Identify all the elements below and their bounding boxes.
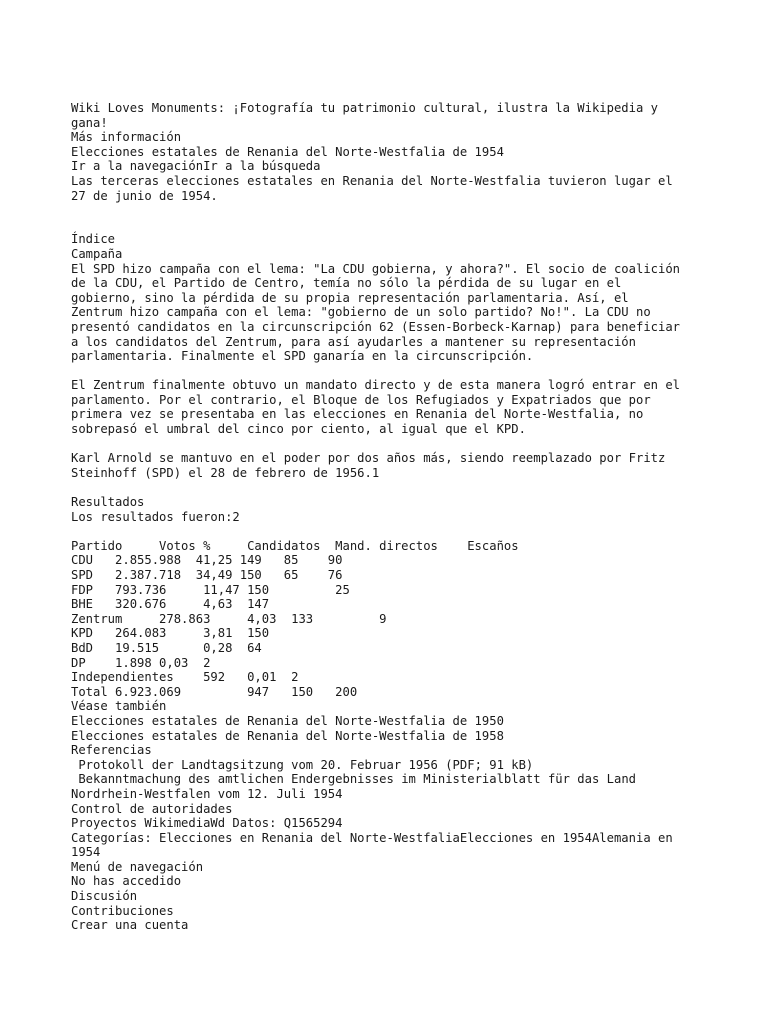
spacer xyxy=(71,203,701,232)
spacer xyxy=(71,437,701,452)
table-row: DP 1.898 0,03 2 xyxy=(71,655,211,670)
jump-links[interactable]: Ir a la navegaciónIr a la búsqueda xyxy=(71,159,321,174)
see-also-link-1958[interactable]: Elecciones estatales de Renania del Norte-Westfalia de 1958 xyxy=(71,728,504,743)
talk-link[interactable]: Discusión xyxy=(71,889,138,904)
see-also-heading: Véase también xyxy=(71,699,167,714)
campaign-heading[interactable]: Campaña xyxy=(71,246,123,261)
more-info-link[interactable]: Más información xyxy=(71,130,182,145)
table-row: Zentrum 278.863 4,03 133 9 xyxy=(71,611,387,626)
table-row: SPD 2.387.718 34,49 150 65 76 xyxy=(71,568,343,582)
authority-control-link[interactable]: Control de autoridades xyxy=(71,801,233,816)
spacer xyxy=(71,524,701,539)
create-account-link[interactable]: Crear una cuenta xyxy=(71,918,189,933)
intro-paragraph: Las terceras elecciones estatales en Renania del Norte-Westfalia tuvieron lugar el 27 de junio de 1954. xyxy=(71,173,673,203)
toc-label: Índice xyxy=(71,232,116,247)
nav-menu-heading: Menú de navegación xyxy=(71,859,204,874)
table-row: Total 6.923.069 947 150 200 xyxy=(71,684,358,699)
banner-text: Wiki Loves Monuments: ¡Fotografía tu patrimonio cultural, ilustra la Wikipedia y gana! xyxy=(71,101,658,130)
table-row: KPD 264.083 3,81 150 xyxy=(71,626,270,641)
page xyxy=(71,101,701,933)
table-row: CDU 2.855.988 41,25 149 85 90 xyxy=(71,553,343,568)
campaign-paragraph-3: Karl Arnold se mantuvo en el poder por dos años más, siendo reemplazado por Fritz Steinhoff (SPD) el 28 de febrero de 1956.1 xyxy=(71,451,666,480)
see-also-link-1950[interactable]: Elecciones estatales de Renania del Norte-Westfalia de 1950 xyxy=(71,713,504,728)
campaign-paragraph-1: El SPD hizo campaña con el lema: "La CDU gobierna, y ahora?". El socio de coalición de la CDU, el Partido de Centro, temía no sólo la pérdida de su lugar en el gobierno, sino la pérdida de su propia representación parlamentaria. Así, el Zentrum hizo campaña con el lema: "gobierno de un solo partido? No!". La CDU no presentó candidatos en la circunscripción 62 (Essen-Borbeck-Karnap) para beneficiar a los candidatos del Zentrum, para así ayudarles a mantener su representación parlamentaria. Finalmente el SPD ganaría en la circunscripción. xyxy=(71,261,681,364)
wikimedia-projects-link[interactable]: Proyectos WikimediaWd Datos: Q1565294 xyxy=(71,816,343,831)
references-heading: Referencias xyxy=(71,743,152,758)
page-title: Elecciones estatales de Renania del Norte-Westfalia de 1954 xyxy=(71,144,504,159)
campaign-paragraph-2: El Zentrum finalmente obtuvo un mandato directo y de esta manera logró entrar en el parlamento. Por el contrario, el Bloque de los Refugiados y Expatriados que por primera vez se presentaba en las elecciones en Renania del Norte-Westfalia, no sobrepasó el umbral del cinco por ciento, al igual que el KPD. xyxy=(71,378,681,437)
results-table xyxy=(71,539,701,700)
table-row: Independientes 592 0,01 2 xyxy=(71,670,299,685)
spacer xyxy=(71,480,701,495)
table-row: BHE 320.676 4,63 147 xyxy=(71,597,270,612)
not-logged-in-text: No has accedido xyxy=(71,874,182,889)
reference-item-1[interactable]: Protokoll der Landtagsitzung vom 20. Februar 1956 (PDF; 91 kB) xyxy=(71,757,534,772)
contributions-link[interactable]: Contribuciones xyxy=(71,903,174,918)
spacer xyxy=(71,364,701,379)
results-heading: Resultados xyxy=(71,495,145,510)
results-intro: Los resultados fueron:2 xyxy=(71,509,240,524)
table-row: FDP 793.736 11,47 150 25 xyxy=(71,582,350,597)
categories-links[interactable]: Categorías: Elecciones en Renania del Norte-WestfaliaElecciones en 1954Alemania en 1954 xyxy=(71,830,673,860)
reference-item-2[interactable]: Bekanntmachung des amtlichen Endergebnisses im Ministerialblatt für das Land Nordrhein-Westfalen vom 12. Juli 1954 xyxy=(71,772,636,801)
results-table-header: Partido Votos % Candidatos Mand. directos Escaños xyxy=(71,538,519,553)
table-row: BdD 19.515 0,28 64 xyxy=(71,640,262,655)
